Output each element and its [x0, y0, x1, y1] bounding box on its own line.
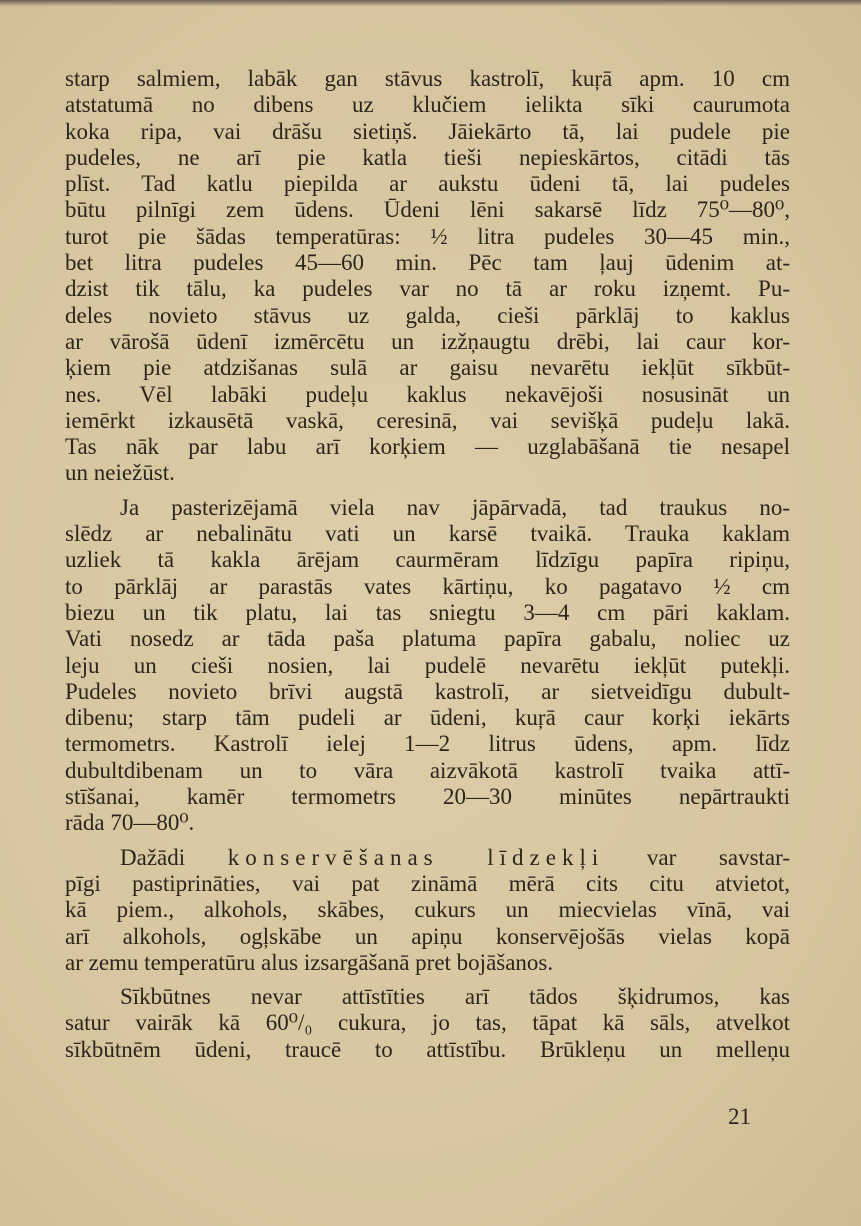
text-line: satur vairāk kā 60⁰/₀ cukura, jo tas, tāpat kā sāls, atvelkot [65, 1010, 790, 1036]
text-line: sīkbūtnēm ūdeni, traucē to attīstību. Brūkleņu un melleņu [65, 1036, 790, 1062]
paragraph [65, 984, 790, 1063]
text-line: arī alkohols, ogļskābe un apiņu konservējošās vielas kopā [65, 923, 790, 949]
text-line: starp salmiem, labāk gan stāvus kastrolī, kuŗā apm. 10 cm [65, 66, 790, 91]
text-line: iemērkt izkausētā vaskā, ceresinā, vai sevišķā pudeļu lakā. [65, 407, 790, 433]
text-line: kā piem., alkohols, skābes, cukurs un miecvielas vīnā, vai [65, 897, 790, 923]
text-line: dibenu; starp tām pudeli ar ūdeni, kuŗā caur korķi iekārts [65, 705, 790, 731]
paragraph [65, 845, 790, 976]
text-line: uzliek tā kakla ārējam caurmēram līdzīgu papīra ripiņu, [65, 547, 790, 573]
text-line: rāda 70—80⁰. [65, 810, 195, 836]
text-line: dzist tik tālu, ka pudeles var no tā ar roku izņemt. Pu- [65, 276, 790, 302]
text-line: Sīkbūtnes nevar attīstīties arī tādos šķidrumos, kas [120, 984, 790, 1010]
text-line: atstatumā no dibens uz klučiem ielikta sīki caurumota [65, 92, 790, 118]
text-line: to pārklāj ar parastās vates kārtiņu, ko pagatavo ½ cm [65, 573, 790, 599]
text-line: deles novieto stāvus uz galda, cieši pārklāj to kaklus [65, 302, 790, 328]
text-line: un neiežūst. [65, 460, 175, 486]
page-number: 21 [728, 1104, 751, 1129]
paragraph [65, 495, 790, 837]
page-top-edge [0, 0, 861, 6]
text-line [65, 845, 790, 871]
text-line: ķiem pie atdzišanas sulā ar gaisu nevarētu iekļūt sīkbūt- [65, 355, 790, 381]
text-line: turot pie šādas temperatūras: ½ litra pudeles 30—45 min., [65, 223, 790, 249]
text-line: nes. Vēl labāki pudeļu kaklus nekavējoši nosusināt un [65, 381, 790, 407]
text-line: Ja pasterizējamā viela nav jāpārvadā, tad traukus no- [120, 494, 790, 520]
emphasized-spaced-text: konservēšanas līdzekļi [227, 844, 605, 870]
text-line: bet litra pudeles 45—60 min. Pēc tam ļauj ūdenim at- [65, 250, 790, 276]
text-line: plīst. Tad katlu piepilda ar aukstu ūdeni tā, lai pudeles [65, 171, 790, 197]
text-line: dubultdibenam un to vāra aizvākotā kastrolī tvaika attī- [65, 757, 790, 783]
text-line: pīgi pastiprināties, vai pat zināmā mērā cits citu atvietot, [65, 870, 790, 896]
text-line: termometrs. Kastrolī ielej 1—2 litrus ūdens, apm. līdz [65, 731, 790, 757]
body-text [65, 66, 790, 1063]
text-line: ar zemu temperatūru alus izsargāšanā pret bojāšanos. [65, 949, 554, 975]
text-segment: Dažādi [120, 844, 228, 870]
text-line: koka ripa, vai drāšu sietiņš. Jāiekārto tā, lai pudele pie [65, 118, 790, 144]
text-line: pudeles, ne arī pie katla tieši nepieskārtos, citādi tās [65, 144, 790, 170]
text-line: Pudeles novieto brīvi augstā kastrolī, ar sietveidīgu dubult- [65, 678, 790, 704]
text-line: slēdz ar nebalinātu vati un karsē tvaikā. Trauka kaklam [65, 521, 790, 547]
text-line: Tas nāk par labu arī korķiem — uzglabāšanā tie nesapel [65, 434, 790, 460]
paragraph [65, 66, 790, 487]
text-line: stīšanai, kamēr termometrs 20—30 minūtes nepārtraukti [65, 784, 790, 810]
text-line: leju un cieši nosien, lai pudelē nevarētu iekļūt putekļi. [65, 652, 790, 678]
text-line: ar vārošā ūdenī izmērcētu un izžņaugtu drēbi, lai caur kor- [65, 328, 790, 354]
text-segment: var savstar- [604, 844, 790, 870]
text-line: biezu un tik platu, lai tas sniegtu 3—4 cm pāri kaklam. [65, 599, 790, 625]
text-line: Vati nosedz ar tāda paša platuma papīra gabalu, noliec uz [65, 626, 790, 652]
text-line: būtu pilnīgi zem ūdens. Ūdeni lēni sakarsē līdz 75⁰—80⁰, [65, 197, 790, 223]
